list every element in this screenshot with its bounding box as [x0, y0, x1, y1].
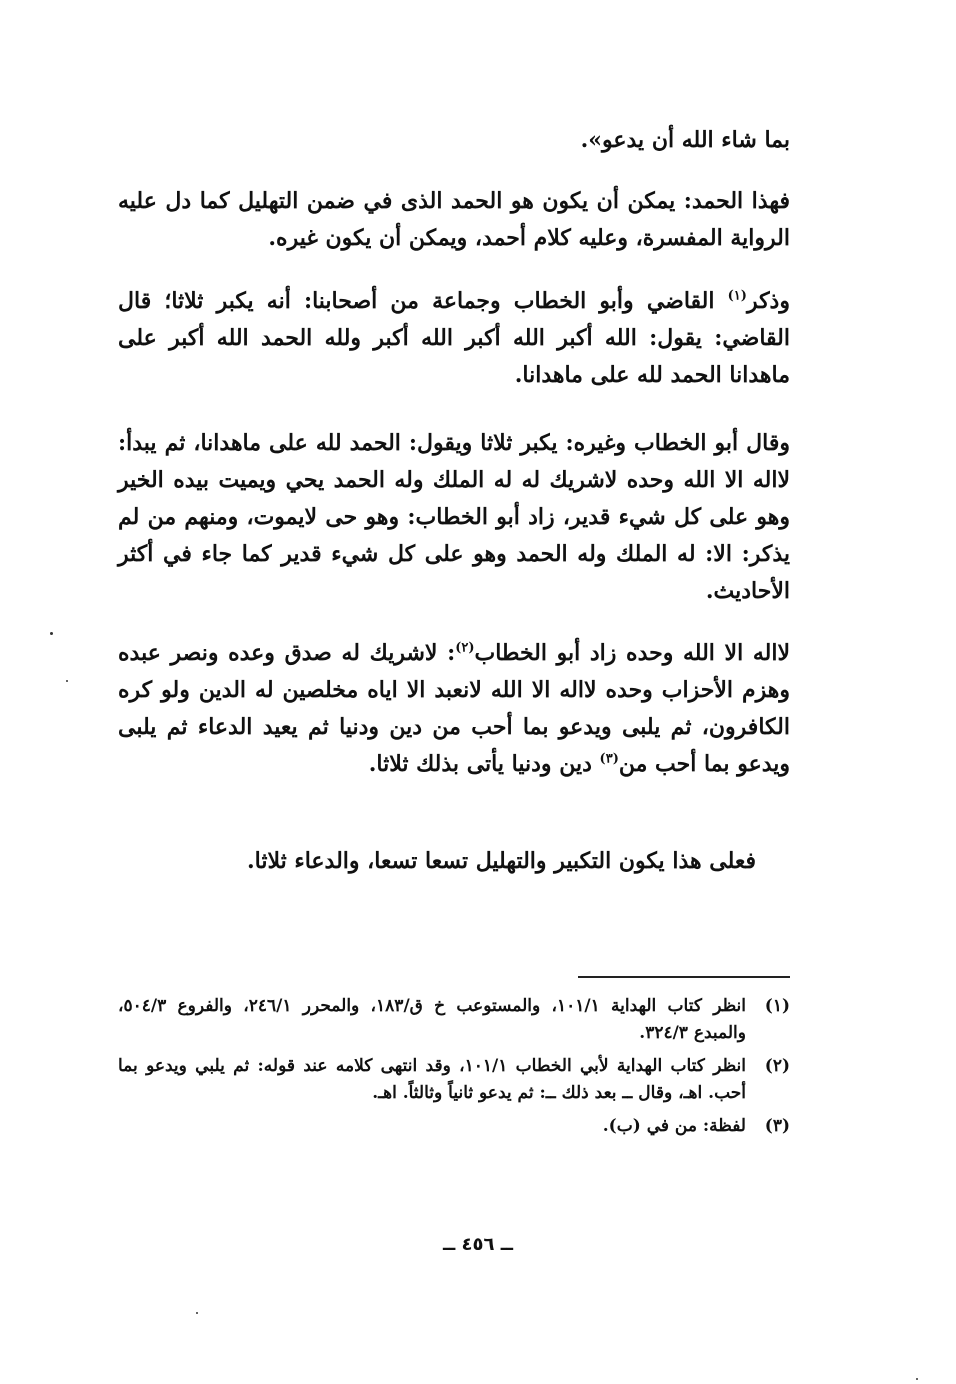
page-number: ــ ٤٥٦ ــ [442, 1234, 514, 1255]
paragraph-1 [118, 122, 790, 159]
paragraph-3 [118, 283, 790, 394]
paragraph-5-text-a: لااله الا الله وحده زاد أبو الخطاب [474, 640, 790, 666]
footnote-marker-3[interactable]: (٣) [599, 751, 619, 767]
scan-speck [196, 1312, 198, 1314]
scan-speck [50, 632, 53, 635]
paragraph-5 [118, 635, 790, 783]
paragraph-4 [118, 425, 790, 610]
footnotes [118, 993, 790, 1146]
paragraph-1-text: بما شاء الله أن يدعو». [580, 127, 790, 153]
scan-speck [916, 1378, 918, 1380]
footnote-2-text: انظر كتاب الهداية لأبي الخطاب ١٠١/١، وقد انتهى كلامه عند قوله: ثم يلبي ويدعو بما أحب. اهـ، وقال ــ بعد ذلك ــ: ثم يدعو ثانياً وثالثاً. اهـ. [118, 1056, 746, 1103]
footnote-marker-2[interactable]: (٢) [455, 640, 475, 656]
footnote-3 [118, 1113, 790, 1140]
footnote-marker-1[interactable]: (١) [727, 288, 747, 304]
paragraph-2 [118, 183, 790, 257]
footnote-1-text: انظر كتاب الهداية ١٠١/١، والمستوعب خ ق/١٨٣، والمحرر ٢٤٦/١، والفروع ٥٠٤/٣، والمبدع ٣٢٤/٣. [118, 996, 746, 1043]
paragraph-4-text: وقال أبو الخطاب وغيره: يكبر ثلاثا ويقول: الحمد لله على ماهدانا، ثم يبدأ: لااله الا الله وحده لاشريك له له الملك وله الحمد يحي ويميت بيده الخير وهو على كل شيء قدير، زاد أبو الخطاب: وهو حى لايموت، ومنهم من لم يذكر: الا: له الملك وله الحمد وهو على كل شيء قدير كما جاء في أكثر الأحاديث. [118, 430, 790, 604]
scan-speck [66, 680, 68, 682]
paragraph-6-text: فعلى هذا يكون التكبير والتهليل تسعا تسعا، والدعاء ثلاثا. [246, 848, 756, 874]
paragraph-6 [196, 843, 756, 880]
paragraph-3-prefix: وذكر [746, 288, 790, 314]
footnote-separator [578, 976, 790, 978]
footnote-2 [118, 1053, 790, 1107]
paragraph-2-text: فهذا الحمد: يمكن أن يكون هو الحمد الذى في ضمن التهليل كما دل عليه الرواية المفسرة، وعليه كلام أحمد، ويمكن أن يكون غيره. [118, 188, 790, 251]
footnote-2-number: (٢) [764, 1056, 790, 1076]
paragraph-3-text: القاضي وأبو الخطاب وجماعة من أصحابنا: أنه يكبر ثلاثا؛ قال القاضي: يقول: الله أكبر الله أكبر الله أكبر ولله الحمد الله أكبر على ماهدانا الحمد لله على ماهدانا. [118, 288, 790, 388]
footnote-1-number: (١) [764, 996, 790, 1016]
footnote-3-text: لفظة: من في (ب). [602, 1116, 746, 1136]
paragraph-5-text-c: دين ودنيا يأتى بذلك ثلاثا. [368, 751, 600, 777]
paragraph-5-text-b: : لاشريك له صدق وعده ونصر عبده وهزم الأحزاب وحده لااله الا الله لانعبد الا اياه مخلصين له الدين ولو كره الكافرون، ثم يلبى ويدعو بما أحب من دين ودنيا ثم يعيد الدعاء ثم يلبى ويدعو بما أحب من [118, 640, 791, 777]
footnote-1 [118, 993, 790, 1047]
footnote-3-number: (٣) [764, 1116, 790, 1136]
